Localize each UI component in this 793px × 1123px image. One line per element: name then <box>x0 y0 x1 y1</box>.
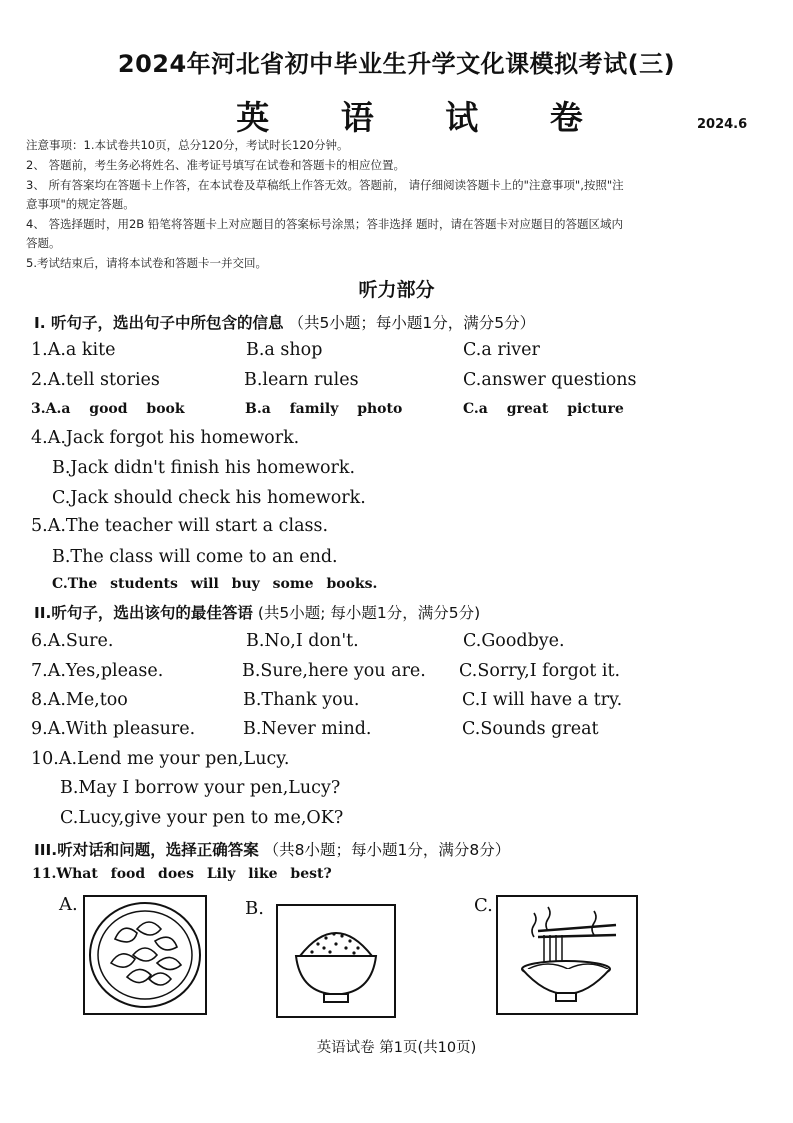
section-3-points: （共8小题；每小题1分，满分8分） <box>263 841 511 859</box>
q4-option-c: C.Jack should check his homework. <box>52 488 366 508</box>
q3-option-c: C.a great picture <box>463 401 624 417</box>
q5-option-c: C.The students will buy some books. <box>52 576 378 592</box>
q10-option-b: B.May I borrow your pen,Lucy? <box>60 778 341 798</box>
note-line-5: 4、 答选择题时，用2B 铅笔将答题卡上对应题目的答案标号涂黑；答非选择 题时，请在答题卡对应题目的答题区域内 <box>26 217 623 231</box>
note-line-3: 3、 所有答案均在答题卡上作答，在本试卷及草稿纸上作答无效。答题前， 请仔细阅读答题卡上的"注意事项",按照"注 <box>26 178 624 192</box>
section-1-points: （共5小题；每小题1分，满分5分） <box>288 314 536 332</box>
q11-image-c-noodles <box>496 895 638 1015</box>
note-line-2: 2、 答题前，考生务必将姓名、准考证号填写在试卷和答题卡的相应位置。 <box>26 158 405 172</box>
exam-date: 2024.6 <box>697 117 748 132</box>
q6-option-c: C.Goodbye. <box>463 631 565 651</box>
q11-label-c: C. <box>474 895 493 916</box>
note-line-1: 注意事项：1.本试卷共10页，总分120分，考试时长120分钟。 <box>26 138 349 152</box>
q7-option-b: B.Sure,here you are. <box>242 661 426 681</box>
q5-option-b: B.The class will come to an end. <box>52 547 338 567</box>
q7-option-c: C.Sorry,I forgot it. <box>459 661 621 681</box>
q5-option-a: 5.A.The teacher will start a class. <box>31 516 329 536</box>
q6-option-b: B.No,I don't. <box>246 631 359 651</box>
note-line-7: 5.考试结束后，请将本试卷和答题卡一并交回。 <box>26 256 267 270</box>
q4-option-a: 4.A.Jack forgot his homework. <box>31 428 300 448</box>
note-line-4: 意事项"的规定答题。 <box>26 197 135 211</box>
q11-image-a-dumplings <box>83 895 207 1015</box>
q10-option-a: 10.A.Lend me your pen,Lucy. <box>31 749 290 769</box>
q7-option-a: 7.A.Yes,please. <box>31 661 164 681</box>
page-footer: 英语试卷 第1页(共10页) <box>316 1040 477 1056</box>
q1-option-b: B.a shop <box>246 340 323 360</box>
q4-option-b: B.Jack didn't finish his homework. <box>52 458 356 478</box>
q1-option-a: 1.A.a kite <box>31 340 116 360</box>
q3-option-b: B.a family photo <box>245 401 403 417</box>
q6-option-a: 6.A.Sure. <box>31 631 114 651</box>
section-2-heading <box>34 601 480 623</box>
q8-option-a: 8.A.Me,too <box>31 690 128 710</box>
q10-option-c: C.Lucy,give your pen to me,OK? <box>60 808 344 828</box>
part-title: 听力部分 <box>358 279 435 301</box>
section-2-points: (共5小题; 每小题1分，满分5分) <box>257 604 481 622</box>
q2-option-c: C.answer questions <box>463 370 637 390</box>
section-2-title: II.听句子，选出该句的最佳答语 <box>34 604 253 622</box>
q1-option-c: C.a river <box>463 340 540 360</box>
q11-label-b: B. <box>245 898 264 919</box>
q8-option-c: C.I will have a try. <box>462 690 623 710</box>
exam-subtitle: 英 语 试 卷 <box>236 98 613 137</box>
q3-option-a: 3.A.a good book <box>31 401 185 417</box>
noodles-bowl-icon <box>498 897 636 1013</box>
q9-option-b: B.Never mind. <box>243 719 372 739</box>
q8-option-b: B.Thank you. <box>243 690 360 710</box>
section-3-title: III.听对话和问题，选择正确答案 <box>34 841 259 859</box>
q2-option-a: 2.A.tell stories <box>31 370 160 390</box>
section-1-heading <box>34 311 535 333</box>
rice-bowl-icon <box>278 906 394 1016</box>
section-3-heading <box>34 838 510 860</box>
q11-question: 11.What food does Lily like best? <box>32 866 332 882</box>
q11-label-a: A. <box>59 894 78 915</box>
q9-option-a: 9.A.With pleasure. <box>31 719 196 739</box>
exam-title: 2024年河北省初中毕业生升学文化课模拟考试(三) <box>117 50 676 78</box>
dumplings-plate-icon <box>85 897 205 1013</box>
q9-option-c: C.Sounds great <box>462 719 599 739</box>
section-1-title: I. 听句子，选出句子中所包含的信息 <box>34 314 284 332</box>
q11-image-b-rice <box>276 904 396 1018</box>
note-line-6: 答题。 <box>26 236 61 250</box>
q2-option-b: B.learn rules <box>244 370 359 390</box>
